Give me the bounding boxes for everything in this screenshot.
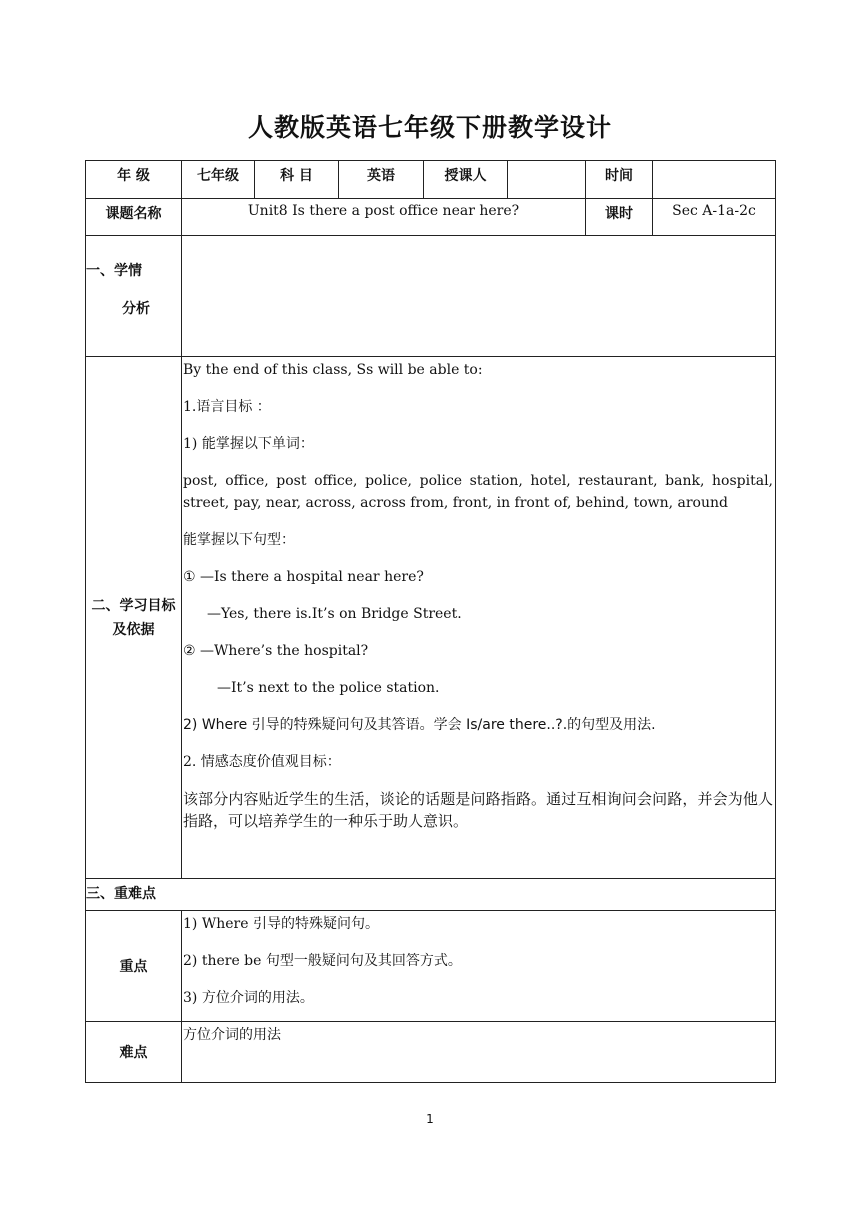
grade-label: 年 级 [86, 161, 182, 199]
learning-goals-content [182, 357, 776, 879]
language-goal-heading: 1.语言目标 ： [183, 399, 271, 415]
words-heading: 1) 能掌握以下单词： [183, 436, 314, 452]
period-label: 课时 [586, 199, 653, 236]
key-point-item: 1) Where 引导的特殊疑问句。 [183, 916, 379, 932]
teacher-label: 授课人 [424, 161, 508, 199]
key-points-section-label: 三、重难点 [86, 879, 776, 911]
vocabulary-list: post, office, post office, police, police station, hotel, restaurant, bank, hospital, street, pay, near, across, across from, front, in front of, behind, town, around [183, 473, 773, 511]
learning-goals-row [86, 357, 776, 879]
difficult-points-row [86, 1022, 776, 1083]
key-point-item: 3) 方位介词的用法。 [183, 990, 314, 1006]
difficult-points-label: 难点 [86, 1022, 182, 1083]
key-points-row [86, 911, 776, 1022]
difficult-point-text: 方位介词的用法 [183, 1027, 281, 1043]
document-title: 人教版英语七年级下册教学设计 [247, 113, 612, 142]
time-label: 时间 [586, 161, 653, 199]
page-number: 1 [426, 1112, 434, 1126]
time-value [653, 161, 776, 199]
sentences-heading: 能掌握以下句型： [183, 532, 295, 548]
sentence-2-question: ② —Where’s the hospital? [183, 643, 369, 659]
difficult-points-content [182, 1022, 776, 1083]
key-points-header-row [86, 879, 776, 911]
topic-value: Unit8 Is there a post office near here? [182, 199, 586, 236]
learning-analysis-label [86, 236, 182, 357]
emotion-goal-text: 该部分内容贴近学生的生活，谈论的话题是问路指路。通过互相询问会问路，并会为他人指路，可以培养学生的一种乐于助人意识。 [183, 790, 773, 830]
header-row [86, 161, 776, 199]
learning-analysis-row [86, 236, 776, 357]
grammar-goal: 2) Where 引导的特殊疑问句及其答语。学会 Is/are there..?.的句型及用法. [183, 717, 656, 733]
learning-analysis-label-line1: 一、学情 [86, 263, 142, 279]
period-value: Sec A-1a-2c [653, 199, 776, 236]
learning-goals-label: 二、学习目标及依据 [86, 357, 182, 879]
topic-label: 课题名称 [86, 199, 182, 236]
sentence-2-answer: —It’s next to the police station. [217, 680, 440, 696]
topic-row [86, 199, 776, 236]
grade-value: 七年级 [182, 161, 255, 199]
subject-value: 英语 [339, 161, 424, 199]
key-points-content [182, 911, 776, 1022]
sentence-1-question: ① —Is there a hospital near here? [183, 569, 424, 585]
sentence-1-answer: —Yes, there is.It’s on Bridge Street. [207, 606, 462, 622]
emotion-goal-heading: 2. 情感态度价值观目标： [183, 754, 341, 770]
key-point-item: 2) there be 句型一般疑问句及其回答方式。 [183, 953, 462, 969]
lesson-plan-table [85, 160, 776, 1083]
learning-analysis-content [182, 236, 776, 357]
goals-intro: By the end of this class, Ss will be able to: [183, 362, 483, 378]
key-points-label: 重点 [86, 911, 182, 1022]
subject-label: 科 目 [255, 161, 339, 199]
learning-analysis-label-line2: 分析 [122, 301, 150, 317]
teacher-value [508, 161, 586, 199]
